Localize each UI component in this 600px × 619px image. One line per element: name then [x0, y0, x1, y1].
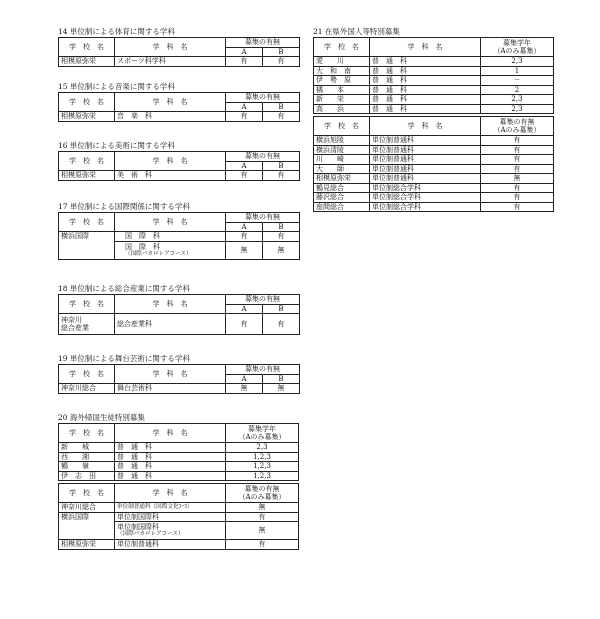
subject-cell: 普 通 科 [370, 76, 481, 86]
table-row [314, 85, 554, 95]
b-cell: 無 [263, 384, 300, 394]
subject-cell: 普 通 科 [370, 66, 481, 76]
a-cell: 有 [226, 314, 263, 335]
value-cell: 有 [226, 540, 299, 550]
table-16 [58, 151, 300, 181]
a-cell: 有 [226, 57, 263, 67]
section-19 [58, 354, 300, 394]
subject-note: （国際バカロレアコース） [117, 531, 184, 537]
header-school: 学 校 名 [59, 424, 115, 443]
subject-cell: 単位制普通科 [370, 174, 481, 184]
value-cell: 有 [226, 512, 299, 522]
header-school: 学 校 名 [314, 38, 370, 57]
grade-cell: 2,3 [481, 104, 554, 114]
header-grade: 募集学年 （Aのみ募集） [481, 38, 554, 57]
subject-cell: 美 術 科 [115, 171, 226, 181]
table-row [59, 452, 299, 462]
school-cell: 相模原弥栄 [59, 112, 115, 122]
grade-cell: 2,3 [226, 443, 299, 453]
subject-cell: 単位制普通科 [115, 540, 226, 550]
grade-cell: 1,2,3 [226, 452, 299, 462]
table-20-upper [58, 423, 299, 481]
school-cell: 鶴見総合 [314, 183, 370, 193]
a-cell: 無 [226, 384, 263, 394]
header-recruit: 募集の有無 [226, 295, 300, 305]
a-cell: 有 [226, 232, 263, 242]
value-cell: 無 [226, 503, 299, 513]
school-line-2: 総合産業 [61, 324, 89, 332]
table-21-upper [313, 37, 554, 114]
section-18 [58, 284, 300, 335]
school-cell: 大 師 [314, 164, 370, 174]
subject-cell: 普 通 科 [115, 471, 226, 481]
header-a: A [226, 47, 263, 57]
header-school: 学 校 名 [59, 295, 115, 314]
table-row [59, 503, 299, 513]
school-cell: 橘 本 [314, 85, 370, 95]
table-row [314, 145, 554, 155]
header-b: B [263, 374, 300, 384]
value-cell: 有 [481, 145, 554, 155]
b-cell: 有 [263, 314, 300, 335]
value-cell: 無 [226, 522, 299, 540]
school-cell: 相模原弥栄 [59, 171, 115, 181]
grade-cell: 2 [481, 85, 554, 95]
subject-cell: 普 通 科 [115, 462, 226, 472]
header-recruit: 募集の有無 [226, 93, 300, 103]
section-20 [58, 413, 299, 550]
subject-cell: スポーツ科学科 [115, 57, 226, 67]
header-subject: 学 科 名 [115, 152, 226, 171]
header-subject: 学 科 名 [115, 424, 226, 443]
value-cell: 有 [481, 136, 554, 146]
school-cell: 伊 勢 原 [314, 76, 370, 86]
subject-cell [123, 241, 226, 259]
school-cell: 相模原弥栄 [59, 57, 115, 67]
header-a: A [226, 374, 263, 384]
table-row [314, 155, 554, 165]
table-20-lower [58, 483, 299, 550]
table-19 [58, 364, 300, 394]
subject-cell: 単位制普通科 [370, 145, 481, 155]
subject-cell: 単位制国際科 [115, 512, 226, 522]
grade-cell: 2,3 [481, 57, 554, 67]
header-subject: 学 科 名 [370, 117, 481, 136]
school-cell: 相模原弥栄 [314, 174, 370, 184]
table-row [59, 57, 300, 67]
a-cell: 有 [226, 171, 263, 181]
section-title: 19 単位制による舞台芸術に関する学科 [58, 354, 190, 363]
header-school: 学 校 名 [59, 213, 115, 232]
b-cell: 有 [263, 112, 300, 122]
header-recruit: 募集の有無 （Aのみ募集） [481, 117, 554, 136]
subject-cell: 単位制普通科 [370, 136, 481, 146]
table-row [314, 66, 554, 76]
subject-cell: 国 際 科 [123, 232, 226, 242]
table-row [59, 112, 300, 122]
subject-cell: 舞台芸術科 [115, 384, 226, 394]
table-row [314, 76, 554, 86]
table-17 [58, 212, 300, 260]
subject-cell: 普 通 科 [370, 57, 481, 67]
table-18 [58, 294, 300, 335]
header-school: 学 校 名 [59, 152, 115, 171]
table-21-lower [313, 116, 554, 212]
grade-cell: － [481, 76, 554, 86]
subject-cell: 普 通 科 [115, 452, 226, 462]
table-row [59, 512, 299, 522]
subject-name: 国 際 科 [125, 242, 160, 251]
header-school: 学 校 名 [59, 38, 115, 57]
section-14 [58, 27, 300, 67]
header-subject: 学 科 名 [115, 295, 226, 314]
subject-cell: 単位制総合学科 [370, 202, 481, 212]
school-cell: 相模原弥栄 [59, 540, 115, 550]
school-cell: 西 湘 [59, 452, 115, 462]
table-row [59, 314, 300, 335]
value-cell: 有 [481, 183, 554, 193]
value-cell: 無 [481, 174, 554, 184]
header-recruit: 募集の有無 [226, 152, 300, 162]
header-school: 学 校 名 [314, 117, 370, 136]
section-15 [58, 82, 300, 122]
subject-cell: 総合産業科 [115, 314, 226, 335]
header-subject: 学 科 名 [115, 365, 226, 384]
header-b: B [263, 102, 300, 112]
header-recruit: 募集の有無 （Aのみ募集） [226, 484, 299, 503]
header-b: B [263, 47, 300, 57]
subject-cell: 単位制総合学科 [370, 193, 481, 203]
header-a: A [226, 304, 263, 314]
table-row [59, 462, 299, 472]
section-21 [313, 27, 554, 212]
header-subject: 学 科 名 [115, 213, 226, 232]
school-cell: 高 浜 [314, 104, 370, 114]
header-subject: 学 科 名 [370, 38, 481, 57]
table-row [314, 183, 554, 193]
subject-cell: 単位制普通科 [370, 155, 481, 165]
table-row [314, 95, 554, 105]
table-14 [58, 37, 300, 67]
b-cell: 有 [263, 171, 300, 181]
school-cell: 座間総合 [314, 202, 370, 212]
school-line-1: 神奈川 [61, 315, 82, 324]
table-row [314, 193, 554, 203]
table-15 [58, 92, 300, 122]
subject-cell: 普 通 科 [115, 443, 226, 453]
b-cell: 無 [263, 241, 300, 259]
header-subject: 学 科 名 [115, 93, 226, 112]
table-row [314, 57, 554, 67]
school-cell: 大 和 南 [314, 66, 370, 76]
header-a: A [226, 222, 263, 232]
table-row [59, 443, 299, 453]
section-title: 14 単位制による体育に関する学科 [58, 27, 175, 36]
subject-cell: 普 通 科 [370, 104, 481, 114]
header-a: A [226, 102, 263, 112]
a-cell: 無 [226, 241, 263, 259]
table-row [59, 232, 300, 242]
subject-name: 単位制国際科 [117, 523, 159, 531]
school-cell: 川 崎 [314, 155, 370, 165]
table-row [59, 171, 300, 181]
school-cell: 新 城 [59, 443, 115, 453]
school-cell: 横浜清陵 [314, 145, 370, 155]
table-row [59, 540, 299, 550]
b-cell: 有 [263, 232, 300, 242]
school-cell: 藤沢総合 [314, 193, 370, 203]
table-row [314, 174, 554, 184]
header-recruit: 募集の有無 [226, 213, 300, 223]
grade-cell: 1,2,3 [226, 471, 299, 481]
school-cell: 伊 志 田 [59, 471, 115, 481]
value-cell: 有 [481, 193, 554, 203]
subject-cell: 普 通 科 [370, 85, 481, 95]
header-recruit: 募集の有無 [226, 38, 300, 48]
table-row [314, 136, 554, 146]
b-cell: 有 [263, 57, 300, 67]
header-subject: 学 科 名 [115, 484, 226, 503]
header-school: 学 校 名 [59, 484, 115, 503]
header-subject: 学 科 名 [115, 38, 226, 57]
subject-cell [115, 522, 226, 540]
school-cell: 愛 川 [314, 57, 370, 67]
value-cell: 有 [481, 155, 554, 165]
subject-cell: 音 楽 科 [115, 112, 226, 122]
subject-cell: 単位制総合学科 [370, 183, 481, 193]
section-title: 18 単位制による総合産業に関する学科 [58, 284, 190, 293]
header-school: 学 校 名 [59, 93, 115, 112]
section-title: 17 単位制による国際関係に関する学科 [58, 202, 190, 211]
school-cell: 鶴 嶺 [59, 462, 115, 472]
section-title: 15 単位制による音楽に関する学科 [58, 82, 175, 91]
grade-cell: 1,2,3 [226, 462, 299, 472]
subject-note: （国際バカロレアコース） [125, 250, 192, 257]
school-cell [59, 314, 115, 335]
section-title: 20 海外帰国生徒特別募集 [58, 413, 145, 422]
subject-cell: 単位制普通科 [370, 164, 481, 174]
school-cell: 神奈川総合 [59, 384, 115, 394]
table-row [59, 384, 300, 394]
school-cell: 横浜国際 [59, 232, 115, 260]
header-b: B [263, 161, 300, 171]
school-cell: 横浜旭陵 [314, 136, 370, 146]
subject-cell: 単位制普通科（国際文化ｺｰｽ） [115, 503, 226, 513]
table-row [314, 202, 554, 212]
a-cell: 有 [226, 112, 263, 122]
school-cell: 横浜国際 [59, 512, 115, 540]
header-b: B [263, 304, 300, 314]
section-title: 21 在県外国人等特別募集 [313, 27, 400, 36]
grade-cell: 1 [481, 66, 554, 76]
value-cell: 有 [481, 164, 554, 174]
table-row [314, 104, 554, 114]
section-17 [58, 202, 300, 260]
section-16 [58, 141, 300, 181]
header-a: A [226, 161, 263, 171]
header-grade: 募集学年 （Aのみ募集） [226, 424, 299, 443]
school-cell: 神奈川総合 [59, 503, 115, 513]
grade-cell: 2,3 [481, 95, 554, 105]
school-cell: 新 栄 [314, 95, 370, 105]
section-title: 16 単位制による美術に関する学科 [58, 141, 175, 150]
header-school: 学 校 名 [59, 365, 115, 384]
subject-cell: 普 通 科 [370, 95, 481, 105]
value-cell: 有 [481, 202, 554, 212]
header-b: B [263, 222, 300, 232]
table-row [59, 471, 299, 481]
table-row [314, 164, 554, 174]
header-recruit: 募集の有無 [226, 365, 300, 375]
